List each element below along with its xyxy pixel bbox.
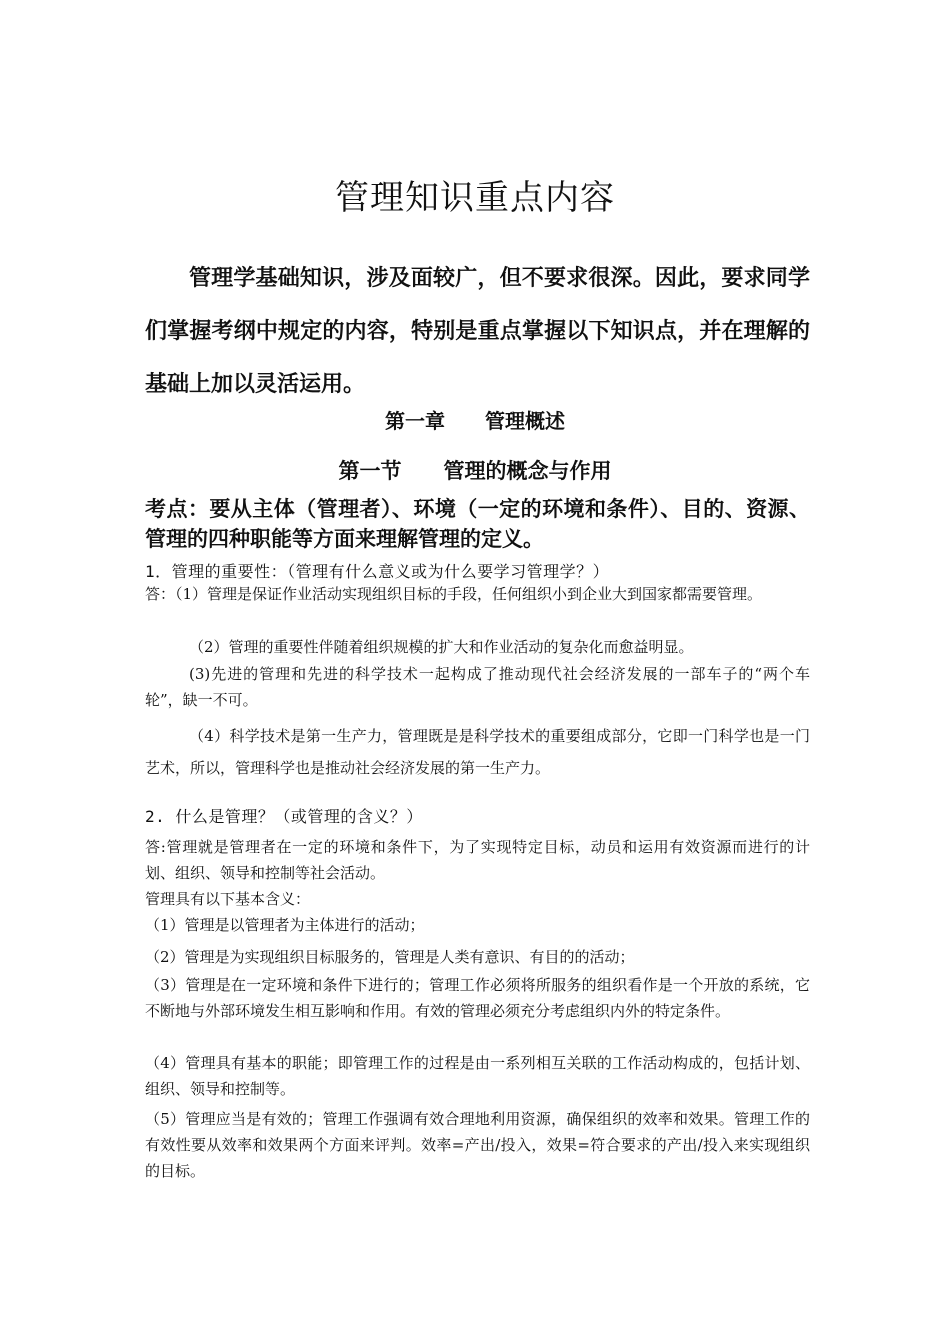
q2-answer: 答:管理就是管理者在一定的环境和条件下，为了实现特定目标，动员和运用有效资源而进行的计划、组织、领导和控制等社会活动。 — [145, 838, 810, 882]
page-title: 管理知识重点内容 — [335, 178, 615, 218]
q2-item-1: （1）管理是以管理者为主体进行的活动； — [145, 916, 425, 934]
q1-answer-3: (3)先进的管理和先进的科学技术一起构成了推动现代社会经济发展的一部车子的“两个车轮”，缺一不可。 — [145, 665, 810, 709]
question-1-heading: 1．管理的重要性：（管理有什么意义或为什么要学习管理学？） — [145, 562, 610, 581]
q2-intro: 管理具有以下基本含义： — [145, 890, 311, 908]
exam-point: 考点：要从主体（管理者）、环境（一定的环境和条件）、目的、资源、管理的四种职能等方面来理解管理的定义。 — [145, 497, 810, 551]
intro-paragraph: 管理学基础知识，涉及面较广，但不要求很深。因此，要求同学们掌握考纲中规定的内容，特别是重点掌握以下知识点，并在理解的基础上加以灵活运用。 — [145, 266, 810, 397]
q2-item-3: （3）管理是在一定环境和条件下进行的；管理工作必须将所服务的组织看作是一个开放的系统，它不断地与外部环境发生相互影响和作用。有效的管理必须充分考虑组织内外的特定条件。 — [145, 976, 810, 1020]
section-heading: 第一节 管理的概念与作用 — [338, 459, 612, 483]
q1-answer-2: （2）管理的重要性伴随着组织规模的扩大和作业活动的复杂化而愈益明显。 — [189, 638, 694, 656]
q1-answer-1: 答：（1）管理是保证作业活动实现组织目标的手段，任何组织小到企业大到国家都需要管理。 — [145, 585, 763, 603]
q2-item-5: （5）管理应当是有效的；管理工作强调有效合理地利用资源，确保组织的效率和效果。管理工作的有效性要从效率和效果两个方面来评判。效率=产出/投入，效果=符合要求的产出/投入来实现组织的目标。 — [145, 1110, 810, 1180]
q2-item-4: （4）管理具有基本的职能；即管理工作的过程是由一系列相互关联的工作活动构成的，包括计划、组织、领导和控制等。 — [145, 1054, 810, 1098]
q2-item-2: （2）管理是为实现组织目标服务的，管理是人类有意识、有目的的活动； — [145, 948, 635, 966]
q1-answer-4: （4）科学技术是第一生产力，管理既是是科学技术的重要组成部分，它即一门科学也是一门艺术，所以，管理科学也是推动社会经济发展的第一生产力。 — [145, 727, 810, 777]
question-2-heading: 2. 什么是管理？（或管理的含义？） — [145, 807, 423, 826]
chapter-heading: 第一章 管理概述 — [385, 409, 565, 433]
